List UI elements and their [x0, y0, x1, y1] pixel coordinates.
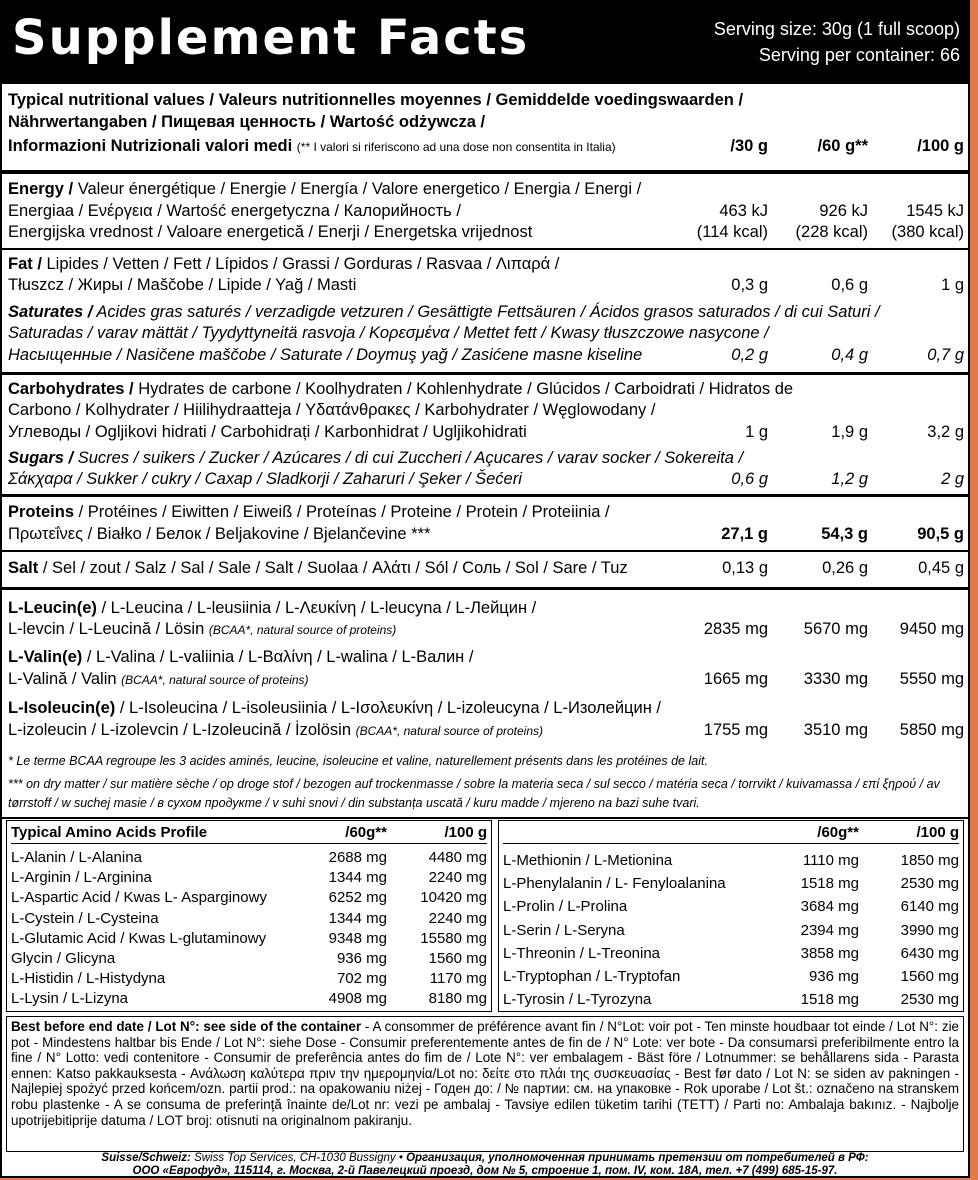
col-header-100g: /100 g — [917, 137, 964, 155]
protein-60g: 54,3 g — [821, 525, 868, 543]
amino-value-60g: 6252 mg — [328, 889, 387, 907]
isoleucine-note: (BCAA*, natural source of proteins) — [355, 724, 544, 738]
leucine-60g: 5670 mg — [803, 620, 868, 638]
table-row — [11, 909, 487, 929]
fat-translations: Lipides / Vetten / Fett / Lípidos / Grassi / Gorduras / Rasvaa / Λιπαρά / — [41, 255, 560, 273]
valine-note: (BCAA*, natural source of proteins) — [121, 673, 309, 687]
sugars-30g: 0,6 g — [731, 470, 768, 488]
best-before-box — [6, 1016, 964, 1152]
amino-left-header — [11, 823, 487, 844]
italy-note: (** I valori si riferiscono ad una dose non consentita in Italia) — [296, 140, 616, 154]
amino-value-60g: 1344 mg — [328, 869, 387, 887]
energy-kj-60g: 926 kJ — [819, 202, 868, 220]
best-before-label: Best before end date / Lot N°: see side of the container — [11, 1019, 362, 1034]
energy-line-1 — [8, 179, 641, 199]
amino-name: L-Histidin / L-Histydyna — [11, 970, 166, 988]
leucine-line-2 — [8, 619, 396, 640]
salt-label: Salt — [8, 559, 39, 577]
carbs-line-2: Carbono / Kolhydrater / Hiilihydraatteja / Υδατάνθρακες / Karbohydrater / Węglowodany / — [8, 401, 656, 419]
table-row — [11, 868, 487, 888]
bcaa-section — [2, 587, 968, 817]
energy-kcal-100g: (380 kcal) — [891, 223, 964, 241]
protein-label: Proteins — [8, 503, 75, 521]
amino-value-100g: 6430 mg — [900, 944, 959, 962]
fat-label: Fat / — [8, 255, 42, 273]
amino-name: L-Threonin / L-Treonina — [503, 944, 661, 962]
amino-value-100g: 1560 mg — [428, 950, 487, 967]
sugars-line-1 — [8, 448, 743, 468]
saturates-label: Saturates / — [8, 303, 93, 321]
amino-value-60g: 3858 mg — [800, 944, 859, 962]
energy-line-3: Energijska vrednost / Valoare energetică / Enerji / Energetska vrijednost — [8, 223, 533, 241]
isoleucine-100g: 5850 mg — [899, 721, 964, 739]
amino-table-left — [6, 820, 492, 1012]
amino-name: L-Tryptophan / L-Tryptofan — [503, 968, 681, 985]
valine-100g: 5550 mg — [899, 670, 964, 688]
amino-right-col-100g: /100 g — [916, 824, 959, 841]
table-row — [503, 944, 959, 964]
fat-30g: 0,3 g — [731, 276, 768, 294]
amino-name: L-Methionin / L-Metionina — [503, 852, 673, 869]
amino-name: L-Phenylalanin / L- Fenyloalanina — [503, 875, 726, 893]
amino-value-60g: 3684 mg — [800, 898, 859, 916]
amino-profile-title: Typical Amino Acids Profile — [11, 824, 208, 841]
amino-value-100g: 2240 mg — [428, 869, 487, 887]
amino-right-col-60g: /60g** — [817, 824, 859, 841]
carbs-label: Carbohydrates / — [8, 380, 134, 398]
amino-value-60g: 936 mg — [808, 968, 859, 985]
table-row — [503, 921, 959, 941]
amino-value-100g: 10420 mg — [420, 889, 487, 907]
valine-translations: / L-Valina / L-valiinia / L-Βαλίνη / L-walina / L-Валин / — [82, 648, 474, 666]
amino-name: L-Glutamic Acid / Kwas L-glutaminowy — [11, 929, 267, 947]
dry-matter-note-2: tørrstoff / w suchej masie / в сухом продукте / v suhi snovi / din substanța uscată / kuru madde / mjereno na bazi suhe tvari. — [8, 796, 700, 810]
isoleucine-line-2 — [8, 720, 543, 741]
isoleucine-translations-2: L-izoleucin / L-izolevcin / L-Izoleucină / İzolösin — [8, 721, 356, 739]
fat-line-1 — [8, 254, 559, 274]
amino-value-100g: 1170 mg — [429, 970, 487, 988]
amino-right-header — [503, 823, 959, 844]
typical-line-2: Nährwertangaben / Пищевая ценность / Wartość odżywcza / — [8, 113, 486, 131]
table-row — [503, 874, 959, 894]
protein-100g: 90,5 g — [917, 525, 964, 543]
amino-value-100g: 2530 mg — [900, 875, 959, 893]
sugars-60g: 1,2 g — [831, 470, 868, 488]
valine-line-2 — [8, 669, 309, 690]
footer-swiss-text: Swiss Top Services, CH-1030 Bussigny • — [190, 1152, 407, 1164]
amino-value-60g: 4908 mg — [328, 990, 387, 1008]
protein-line-2: Πρωτεΐνες / Białko / Белок / Beljakovine / Bjelančevine *** — [8, 525, 431, 543]
fat-60g: 0,6 g — [831, 276, 868, 294]
salt-100g: 0,45 g — [918, 559, 964, 577]
isoleucine-line-1 — [8, 698, 661, 718]
amino-value-100g: 2240 mg — [428, 909, 487, 927]
carbs-line-1 — [8, 379, 793, 399]
serving-size: Serving size: 30g (1 full scoop) — [713, 19, 960, 39]
energy-section — [2, 170, 968, 248]
carbs-section — [2, 372, 968, 494]
leucine-30g: 2835 mg — [703, 620, 768, 638]
amino-value-60g: 936 mg — [336, 950, 387, 967]
energy-line-2: Energiaa / Ενέργεια / Wartość energetyczna / Калорийность / — [8, 202, 461, 220]
leucine-line-1 — [8, 598, 536, 618]
energy-kcal-60g: (228 kcal) — [795, 223, 868, 241]
leucine-label: L-Leucin(e) — [8, 599, 97, 617]
saturates-100g: 0,7 g — [927, 346, 964, 364]
energy-kcal-30g: (114 kcal) — [696, 223, 768, 241]
amino-name: L-Serin / L-Seryna — [503, 921, 625, 939]
amino-name: L-Aspartic Acid / Kwas L- Asparginowy — [11, 889, 267, 907]
energy-translations: Valeur énergétique / Energie / Energía / Valore energetico / Energia / Energi / — [73, 180, 642, 198]
typical-line-3 — [8, 136, 616, 157]
table-row — [11, 989, 487, 1009]
table-row — [503, 851, 959, 871]
bcaa-footnote: * Le terme BCAA regroupe les 3 acides aminés, leucine, isoleucine et valine, naturellement présents dans les protéines de lait. — [8, 754, 708, 768]
amino-table-right — [498, 820, 964, 1012]
footer-line-1 — [2, 1152, 968, 1165]
amino-value-100g: 2530 mg — [900, 991, 959, 1009]
typical-line-1: Typical nutritional values / Valeurs nutritionnelles moyennes / Gemiddelde voedingswaarden / — [8, 91, 744, 109]
salt-line — [8, 558, 628, 578]
amino-value-60g: 1110 mg — [802, 852, 859, 869]
amino-value-60g: 1518 mg — [800, 875, 859, 893]
table-row — [11, 929, 487, 949]
energy-kj-100g: 1545 kJ — [906, 202, 964, 220]
typical-line-3-label: Informazioni Nutrizionali valori medi — [8, 137, 293, 155]
best-before-text: - A consommer de préférence avant fin / N°Lot: voir pot - Ten minste houdbaar tot einde / Lot N°: zie pot - Mindestens haltbar bis Ende / Lot N°: siehe Dose - Consumir preferentemente antes de fin de / N° Lote: ver bote - Da consumarsi preferibilmente entro la fine / N° Lotto: vedi contenitore - Consumir de preferência antes do fim de / Lote N°: ver embalagem - Bäst före / Lotnummer: se behållarens sida - Parasta ennen: Katso pakkauksesta - Ανάλωση καλύτερα πριν την ημερομηνία/Lot no: δείτε στο πλάι της συσκευασίας - Best før dato / Lot N: se siden av pakningen - Najlepiej spożyć przed końcem/ozn. partii prod.: na opakowaniu niżej - Годен до: / № партии: см. на упаковке - Rok uporabe / Lot št.: označeno na stranskem robu plastenke - A se consuma de preferință înainte de/Lot nr: vezi pe ambalaj - Tavsiye edilen tüketim tarihi (TETT) / Parti no: Ambalaja bakınız. - Najbolje upotrijebitiprije datuma / LOT broj: otisnuti na originalnom pakiranju. — [11, 1019, 959, 1128]
amino-name: L-Cystein / L-Cysteina — [11, 909, 159, 927]
isoleucine-60g: 3510 mg — [803, 721, 868, 739]
salt-60g: 0,26 g — [822, 559, 868, 577]
amino-name: L-Prolin / L-Prolina — [503, 898, 628, 916]
carbs-line-3: Углеводы / Ogljikovi hidrati / Carbohidrați / Karbonhidrat / Ugljikohidrati — [8, 423, 527, 441]
amino-value-100g: 15580 mg — [420, 929, 487, 947]
amino-value-60g: 1344 mg — [328, 909, 387, 927]
col-header-60g: /60 g** — [817, 137, 868, 155]
valine-30g: 1665 mg — [703, 670, 768, 688]
amino-value-100g: 8180 mg — [428, 990, 487, 1008]
saturates-line-2: Saturadas / varav mättät / Tyydyttyneitä rasvoja / Κορεσμένα / Mettet fett / Kwasy tłuszczowe nasycone / — [8, 324, 769, 342]
amino-name: L-Tyrosin / L-Tyrozyna — [503, 991, 652, 1009]
energy-kj-30g: 463 kJ — [719, 202, 768, 220]
saturates-60g: 0,4 g — [831, 346, 868, 364]
valine-label: L-Valin(e) — [8, 648, 83, 666]
footer-swiss-label: Suisse/Schweiz: — [101, 1152, 191, 1164]
fat-section — [2, 248, 968, 370]
protein-section — [2, 494, 968, 550]
salt-section — [2, 550, 968, 586]
leucine-translations-2: L-levcin / L-Leucină / Lösin — [8, 620, 209, 638]
saturates-line-3: Насыщенные / Nasičene maščobe / Saturate / Doymuş yağ / Zasićene masne kiseline — [8, 346, 643, 364]
amino-name: L-Lysin / L-Lizyna — [11, 990, 128, 1008]
table-row — [11, 888, 487, 908]
amino-value-100g: 1850 mg — [900, 852, 959, 869]
amino-name: Glycin / Glicyna — [11, 950, 116, 967]
valine-line-1 — [8, 647, 473, 667]
protein-30g: 27,1 g — [721, 525, 768, 543]
col-header-30g: /30 g — [730, 137, 768, 155]
sugars-line-2: Σάκχαρα / Sukker / cukry / Сахар / Sladkorji / Zaharuri / Şeker / Šećeri — [8, 470, 522, 488]
divider — [2, 817, 968, 819]
saturates-30g: 0,2 g — [731, 346, 768, 364]
amino-name: L-Arginin / L-Arginina — [11, 869, 152, 887]
amino-value-100g: 4480 mg — [428, 849, 487, 866]
salt-30g: 0,13 g — [722, 559, 768, 577]
amino-value-60g: 2688 mg — [328, 849, 387, 866]
carbs-30g: 1 g — [745, 423, 768, 441]
fat-100g: 1 g — [941, 276, 964, 294]
saturates-line-1 — [8, 302, 880, 322]
footer — [2, 1152, 968, 1178]
salt-translations: / Sel / zout / Salz / Sal / Sale / Salt / Suolaa / Αλάτι / Sól / Соль / Sol / Sare / Tuz — [38, 559, 628, 577]
isoleucine-30g: 1755 mg — [703, 721, 768, 739]
table-row — [503, 990, 959, 1010]
energy-label: Energy / — [8, 180, 74, 198]
leucine-note: (BCAA*, natural source of proteins) — [208, 623, 397, 637]
footer-ru-label: Организация, уполномоченная принимать претензии от потребителей в РФ: — [406, 1152, 869, 1164]
protein-line-1 — [8, 502, 610, 522]
saturates-translations: Acides gras saturés / verzadigde vetzuren / Gesättigte Fettsäuren / Ácidos grasos saturados / di cui Saturi / — [92, 303, 880, 321]
carbs-60g: 1,9 g — [831, 423, 868, 441]
header-bar — [2, 2, 968, 82]
amino-value-100g: 6140 mg — [900, 898, 959, 916]
dry-matter-note-1: *** on dry matter / sur matière sèche / op droge stof / bezogen auf trockenmasse / sobre la materia seca / sul secco / matéria seca / torrvikt / kuivamassa / επί ξηρού / av — [8, 777, 940, 791]
sugars-translations: Sucres / suikers / Zucker / Azúcares / di cui Zuccheri / Açucares / varav socker / Sokereita / — [73, 449, 744, 467]
table-row — [11, 949, 487, 969]
table-row — [503, 967, 959, 987]
page-title: Supplement Facts — [12, 10, 530, 66]
footer-line-2: ООО «Еврофуд», 115114, г. Москва, 2-й Павелецкий проезд, дом № 5, строение 1, пом. IV, ком. 18А, тел. +7 (499) 685-15-97. — [132, 1165, 838, 1177]
carbs-100g: 3,2 g — [927, 423, 964, 441]
table-row — [503, 897, 959, 917]
amino-value-60g: 9348 mg — [328, 929, 387, 947]
typical-values-section — [2, 82, 968, 172]
carbs-translations: Hydrates de carbone / Koolhydraten / Kohlenhydrate / Glúcidos / Carboidrati / Hidratos de — [133, 380, 794, 398]
protein-translations: / Protéines / Eiwitten / Eiweiß / Proteínas / Proteine / Protein / Proteiinia / — [74, 503, 610, 521]
isoleucine-translations: / L-Isoleucina / L-isoleusiinia / L-Ισολευκίνη / L-izoleucyna / L-Изолейцин / — [115, 699, 661, 717]
amino-value-60g: 2394 mg — [800, 921, 859, 939]
serving-info — [714, 16, 960, 68]
amino-value-100g: 1560 mg — [900, 968, 959, 985]
amino-value-60g: 702 mg — [336, 970, 387, 988]
table-row — [11, 848, 487, 868]
amino-name: L-Alanin / L-Alanina — [11, 849, 142, 866]
amino-value-60g: 1518 mg — [800, 991, 859, 1009]
leucine-translations: / L-Leucina / L-leusiinia / L-Λευκίνη / L-leucyna / L-Лейцин / — [96, 599, 537, 617]
valine-60g: 3330 mg — [803, 670, 868, 688]
leucine-100g: 9450 mg — [899, 620, 964, 638]
fat-line-2: Tłuszcz / Жиры / Maščobe / Lipide / Yağ / Masti — [8, 276, 357, 294]
valine-translations-2: L-Valină / Valin — [8, 670, 122, 688]
isoleucine-label: L-Isoleucin(e) — [8, 699, 116, 717]
amino-value-100g: 3990 mg — [900, 921, 959, 939]
amino-left-col-60g: /60g** — [345, 824, 387, 841]
servings-per-container: Serving per container: 66 — [758, 45, 960, 65]
table-row — [11, 969, 487, 989]
amino-left-col-100g: /100 g — [444, 824, 487, 841]
sugars-100g: 2 g — [941, 470, 964, 488]
sugars-label: Sugars / — [8, 449, 74, 467]
